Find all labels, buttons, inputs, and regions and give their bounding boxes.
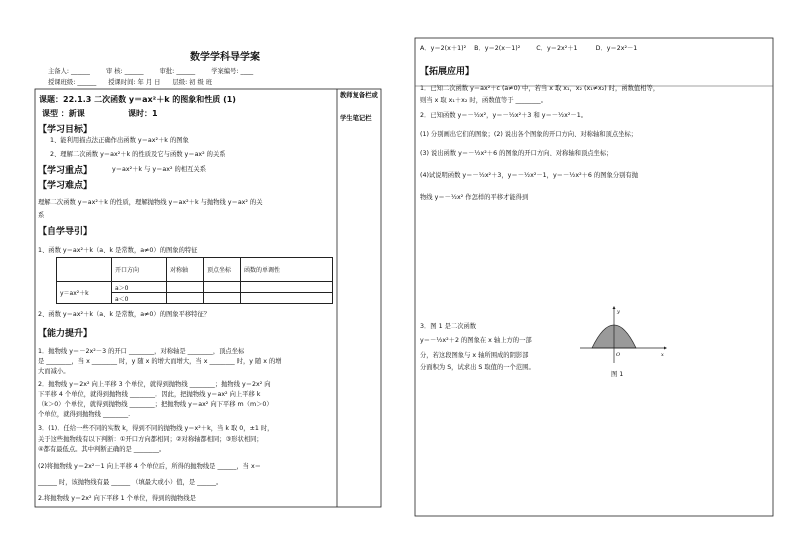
plan-number-label: 学案编号: — [211, 68, 239, 75]
ext-1-line-1: 1．已知二次函数 y＝ax²＋c (a≠0) 中，若当 x 取 x₁，x₂ (x₁≠x₂) 时，函数值相等， — [420, 85, 660, 92]
table-header-cell: 对称轴 — [167, 258, 204, 282]
page-title: 数学学科导学案 — [190, 52, 260, 63]
right-table-border — [415, 38, 773, 516]
table-header-cell: 开口方向 — [112, 258, 167, 282]
reviewer-label: 审 核: — [105, 68, 123, 75]
side-column-sub: 学生笔记栏 — [340, 115, 372, 122]
option-c: C．y＝2x²＋1 — [536, 45, 578, 52]
lesson-hours: 课时：1 — [128, 109, 158, 118]
key-text: y＝ax²＋k 与 y＝ax² 的相互关系 — [112, 166, 206, 173]
answer-options — [420, 45, 770, 53]
goals-heading: 【学习目标】 — [38, 125, 93, 135]
guide-question-2: 2、函数 y＝ax²＋k（a、k 是常数，a≠0）的图象平移特征？ — [38, 311, 211, 318]
key-heading: 【学习重点】 — [38, 166, 93, 176]
x-axis-arrow — [664, 347, 667, 350]
problem-3-line-2: 关于这些抛物线有以下判断：①开口方向都相同；②对称轴都相同；③形状相同； — [38, 436, 263, 443]
ext-2-line-1: 2．已知函数 y＝－½x²，y＝－½x²＋3 和 y＝－½x²－1。 — [420, 112, 588, 119]
problem-2-line-1: 2．抛物线 y＝2x² 向上平移 3 个单位，就得到抛物线 ________；抛物线 y＝2x² 向 — [38, 381, 271, 388]
ext-2-line-2: (1) 分别画出它们的图象；(2) 说出各个图象的开口方向、对称轴和顶点坐标； — [420, 131, 638, 138]
properties-table — [56, 257, 333, 304]
table-row — [57, 282, 333, 293]
lesson-topic: 课题：22.1.3 二次函数 y＝ax²＋k 的图象和性质 (1) — [39, 95, 236, 104]
header-row-1: 主备人: ______ 审 核: ______ 审批: ______ 学案编号: ____ — [48, 68, 254, 75]
ext-2-line-3: (3) 说出函数 y＝－½x²＋6 的图象的开口方向、对称轴和顶点坐标； — [420, 150, 613, 157]
ext-3-line-2: y＝－½x²＋2 的图象在 x 轴上方的一部 — [420, 337, 532, 344]
difficulty-heading: 【学习难点】 — [38, 181, 93, 191]
ext-3-line-3: 分，若这段图象与 x 轴所围成的阴影部 — [420, 352, 529, 359]
y-axis-label: y — [617, 309, 620, 315]
ext-3-line-4: 分面积为 S，试求出 S 取值的一个范围。 — [420, 364, 535, 371]
side-column-heading: 教师复备栏或 — [340, 92, 378, 99]
goal-1: 1、能利用描点法正确作出函数 y＝ax²＋k 的图象 — [50, 137, 189, 144]
table-header-cell: 函数的单调性 — [241, 258, 333, 282]
problem-3-line-1: 3．(1)．任给一些不同的实数 k，得到不同的抛物线 y＝x²＋k，当 k 取 0，±1 时， — [38, 425, 274, 432]
extension-heading: 【拓展应用】 — [420, 67, 475, 77]
problem-4: 2.将抛物线 y＝2x² 向下平移 1 个单位，得到的抛物线是 — [38, 495, 196, 502]
table-header-cell: 顶点坐标 — [204, 258, 241, 282]
header-row-2: 授课班级: ______ 授课时间: 年 月 日 层级: 初 级 班 — [48, 79, 213, 86]
problem-1-line-2: 是 ________，当 x ________ 时，y 随 x 的增大而增大，当 x ________ 时，y 随 x 的增 — [38, 358, 282, 365]
option-d: D．y＝2x²－1 — [595, 45, 638, 52]
origin-label: O — [616, 352, 621, 358]
problem-3-line-4: (2)将抛物线 y＝2x²－1 向上平移 4 个单位后，所得的抛物线是 ______，当 x＝ — [38, 463, 261, 470]
approver-label: 审批: — [159, 68, 175, 75]
difficulty-text-2: 系 — [38, 212, 45, 219]
lesson-type: 课型 ：新课 — [42, 109, 85, 118]
problem-1-line-3: 大而减小。 — [38, 368, 70, 375]
option-a: A．y＝2(x＋1)² — [420, 45, 467, 52]
figure-1-graph — [572, 305, 672, 365]
ext-1-line-2: 则当 x 取 x₁＋x₂ 时，函数值等于 ________。 — [420, 97, 547, 104]
ext-2-line-4: (4)试说明函数 y＝－½x²＋3，y＝－½x²－1，y＝－½x²＋6 的图象分别有抛 — [420, 172, 639, 179]
self-guide-heading: 【自学导引】 — [38, 227, 93, 237]
problem-2-line-2: 下平移 4 个单位，就得到抛物线 ________．因此，把抛物线 y＝ax² 向上平移 k — [38, 391, 261, 398]
option-b: B．y＝2(x－1)² — [474, 45, 521, 52]
guide-question-1: 1、函数 y＝ax²＋k（a、k 是常数，a≠0）的图象的特征 — [38, 247, 198, 254]
table-case-cell: a＞0 — [112, 282, 167, 293]
ext-3-line-1: 3．图 1 是二次函数 — [420, 323, 477, 330]
problem-3-line-3: ④都有最低点。其中判断正确的是 ________。 — [38, 446, 166, 453]
table-case-cell: a＜0 — [112, 293, 167, 304]
table-header-row — [57, 258, 333, 282]
author-label: 主备人: — [48, 68, 70, 75]
problem-2-line-4: 个单位，就得到抛物线 ________. — [38, 411, 131, 418]
figure-caption: 图 1 — [611, 371, 624, 378]
y-axis-arrow — [613, 306, 616, 309]
table-row-label: y＝ax²＋k — [57, 282, 112, 304]
ability-heading: 【能力提升】 — [38, 329, 93, 339]
ext-2-line-5: 物线 y＝－½x² 作怎样的平移才能得到 — [420, 194, 529, 201]
problem-3-line-5: ______ 时，该抛物线有最 ______ （填最大或小）值，是 ______。 — [38, 479, 223, 486]
problem-1-line-1: 1．抛物线 y＝－2x²－3 的开口 ________，对称轴是 ________，顶点坐标 — [38, 348, 245, 355]
x-axis-label: x — [661, 352, 664, 358]
goal-2: 2、理解二次函数 y＝ax²＋k 的性质及它与函数 y＝ax² 的关系 — [50, 151, 226, 158]
difficulty-text-1: 理解二次函数 y＝ax²＋k 的性质，理解抛物线 y＝ax²＋k 与抛物线 y＝ax² 的关 — [38, 199, 263, 206]
problem-2-line-3: （k＞0）个单位，就得到抛物线 ________；把抛物线 y＝ax² 向下平移 m（m＞0） — [38, 401, 273, 408]
